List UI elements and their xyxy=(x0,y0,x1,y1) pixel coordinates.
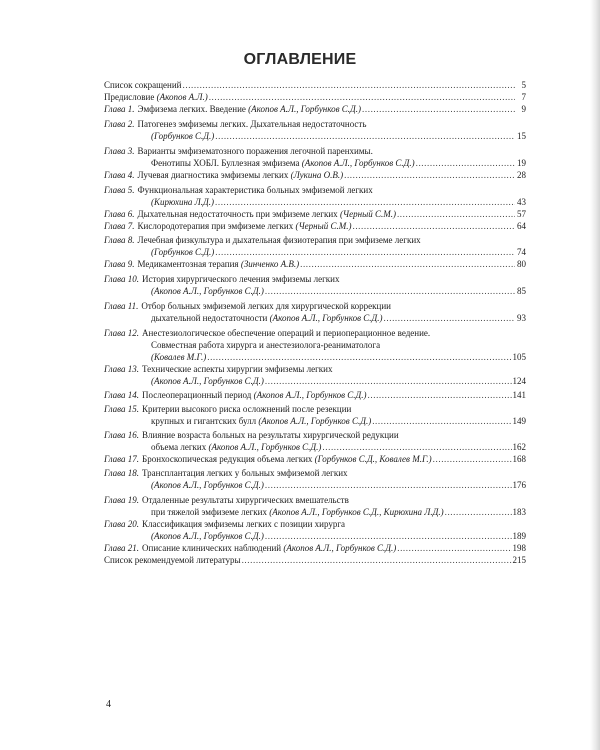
entry-title: Классификация эмфиземы легких с позиции хирурга xyxy=(142,519,346,529)
toc-line xyxy=(104,184,526,196)
page-ref: 9 xyxy=(521,104,526,114)
chapter-label: Глава 17. xyxy=(104,454,140,464)
entry-authors: (Кирюхина Л.Д.) xyxy=(151,197,214,207)
entry-title: Анестезиологическое обеспечение операций и периоперационное ведение. xyxy=(142,328,431,338)
toc-entry[interactable] xyxy=(104,389,526,401)
toc-entry[interactable] xyxy=(104,363,526,387)
entry-authors: (Акопов А.Л., Горбунков С.Д.) xyxy=(151,480,264,490)
page-ref: 105 xyxy=(512,352,526,362)
dot-leader xyxy=(368,389,512,401)
page-ref: 15 xyxy=(517,131,526,141)
chapter-label: Глава 2. xyxy=(104,119,135,129)
page-ref: 5 xyxy=(521,80,526,90)
entry-title: Кислородотерапия при эмфиземе легких xyxy=(137,221,294,231)
toc-line xyxy=(104,375,526,387)
toc-entry[interactable] xyxy=(104,300,526,324)
entry-title: Фенотипы ХОБЛ. Буллезная эмфизема xyxy=(151,158,300,168)
dot-leader xyxy=(372,415,511,427)
entry-authors: (Горбунков С.Д.) xyxy=(151,247,215,257)
dot-leader xyxy=(300,258,515,270)
entry-title: Лучевая диагностика эмфиземы легких xyxy=(137,170,289,180)
toc-line xyxy=(104,130,526,142)
page-title: ОГЛАВЛЕНИЕ xyxy=(243,51,357,68)
toc-line xyxy=(104,453,526,465)
entry-authors: (Акопов А.Л., Горбунков С.Д.) xyxy=(151,531,264,541)
dot-leader xyxy=(215,130,515,142)
entry-authors: (Акопов А.Л., Горбунков С.Д.) xyxy=(258,416,372,426)
entry-title: Патогенез эмфиземы легких. Дыхательная недостаточность xyxy=(137,119,367,129)
entry-title: дыхательной недостаточности xyxy=(151,313,268,323)
toc-entry[interactable] xyxy=(104,118,526,142)
entry-authors: (Черный С.М.) xyxy=(295,221,352,231)
toc-line xyxy=(104,389,526,401)
dot-leader xyxy=(384,312,515,324)
page-ref: 7 xyxy=(521,92,526,102)
toc-entry[interactable] xyxy=(104,258,526,270)
chapter-label: Глава 9. xyxy=(104,259,135,269)
toc-entry[interactable] xyxy=(104,518,526,542)
entry-title: крупных и гигантских булл xyxy=(151,416,257,426)
dot-leader xyxy=(397,208,515,220)
entry-authors: (Акопов А.Л., Горбунков С.Д.) xyxy=(283,543,397,553)
page-ref: 85 xyxy=(517,286,526,296)
dot-leader xyxy=(242,554,512,566)
entry-title: Предисловие xyxy=(104,92,155,102)
toc-entry[interactable] xyxy=(104,208,526,220)
page-ref: 183 xyxy=(512,507,526,517)
entry-title: Влияние возраста больных на результаты хирургической редукции xyxy=(142,430,399,440)
entry-title: Совместная работа хирурга и анестезиолога-реаниматолога xyxy=(151,340,381,350)
toc-line xyxy=(104,542,526,554)
toc-entry[interactable] xyxy=(104,542,526,554)
entry-title: Эмфизема легких. Введение xyxy=(137,104,246,114)
entry-authors: (Черный С.М.) xyxy=(339,209,396,219)
entry-title: Бронхоскопическая редукция объема легких xyxy=(142,454,313,464)
chapter-label: Глава 10. xyxy=(104,274,140,284)
toc-line xyxy=(104,208,526,220)
entry-title: Описание клинических наблюдений xyxy=(142,543,282,553)
toc-line xyxy=(104,258,526,270)
entry-title: Функциональная характеристика больных эмфиземой легких xyxy=(137,185,373,195)
toc-line xyxy=(104,157,526,169)
toc-entry[interactable] xyxy=(104,453,526,465)
toc-entry[interactable] xyxy=(104,91,526,103)
entry-title: Отбор больных эмфиземой легких для хирургической коррекции xyxy=(141,301,391,311)
toc-line xyxy=(104,530,526,542)
entry-authors: (Акопов А.Л., Горбунков С.Д.) xyxy=(151,286,264,296)
entry-title: История хирургического лечения эмфиземы легких xyxy=(142,274,340,284)
toc-entry[interactable] xyxy=(104,403,526,427)
toc-line xyxy=(104,494,526,506)
entry-title: Послеоперационный период xyxy=(142,390,252,400)
chapter-label: Глава 4. xyxy=(104,170,135,180)
chapter-label: Глава 1. xyxy=(104,104,135,114)
entry-title: Трансплантация легких у больных эмфиземой легких xyxy=(142,468,348,478)
toc-line xyxy=(104,145,526,157)
dot-leader xyxy=(209,91,515,103)
toc-line xyxy=(104,196,526,208)
dot-leader xyxy=(322,441,511,453)
toc-line xyxy=(104,554,526,566)
chapter-label: Глава 6. xyxy=(104,209,135,219)
toc-line xyxy=(104,339,526,351)
entry-title: Отдаленные результаты хирургических вмешательств xyxy=(142,495,349,505)
dot-leader xyxy=(183,79,516,91)
dot-leader xyxy=(207,351,511,363)
entry-authors: (Горбунков С.Д., Ковалев М.Г.) xyxy=(314,454,432,464)
page-ref: 74 xyxy=(517,247,526,257)
entry-title: Дыхательная недостаточность при эмфиземе легких xyxy=(137,209,338,219)
entry-authors: (Акопов А.Л., Горбунков С.Д.) xyxy=(253,390,367,400)
dot-leader xyxy=(265,479,512,491)
entry-authors: (Акопов А.Л., Горбунков С.Д.) xyxy=(208,442,322,452)
toc-line xyxy=(104,312,526,324)
page-ref: 168 xyxy=(512,454,526,464)
toc-line xyxy=(104,79,526,91)
chapter-label: Глава 18. xyxy=(104,468,140,478)
page-ref: 141 xyxy=(512,390,526,400)
entry-title: Лечебная физкультура и дыхательная физиотерапия при эмфиземе легких xyxy=(137,235,421,245)
toc-line xyxy=(104,429,526,441)
dot-leader xyxy=(265,530,512,542)
dot-leader xyxy=(215,196,515,208)
chapter-label: Глава 7. xyxy=(104,221,135,231)
page-ref: 124 xyxy=(512,376,526,386)
toc-entry[interactable] xyxy=(104,429,526,453)
toc-line xyxy=(104,103,526,115)
entry-title: Технические аспекты хирургии эмфиземы легких xyxy=(142,364,333,374)
entry-title: при тяжелой эмфиземе легких xyxy=(151,507,267,517)
toc-entry[interactable] xyxy=(104,467,526,491)
toc-line xyxy=(104,327,526,339)
entry-authors: (Акопов А.Л., Горбунков С.Д.) xyxy=(301,158,415,168)
dot-leader xyxy=(352,220,515,232)
entry-title: Варианты эмфизематозного поражения легочной паренхимы. xyxy=(137,146,373,156)
page-ref: 80 xyxy=(517,259,526,269)
page-ref: 64 xyxy=(517,221,526,231)
table-of-contents xyxy=(104,79,526,566)
toc-line xyxy=(104,169,526,181)
entry-title: Список сокращений xyxy=(104,80,182,90)
entry-authors: (Акопов А.Л., Горбунков С.Д.) xyxy=(151,376,264,386)
page-ref: 57 xyxy=(517,209,526,219)
toc-entry[interactable] xyxy=(104,79,526,91)
toc-line xyxy=(104,234,526,246)
toc-entry[interactable] xyxy=(104,145,526,169)
entry-authors: (Горбунков С.Д.) xyxy=(151,131,215,141)
page-ref: 43 xyxy=(517,197,526,207)
toc-line xyxy=(104,300,526,312)
entry-authors: (Ковалев М.Г.) xyxy=(151,352,207,362)
page-ref: 19 xyxy=(517,158,526,168)
toc-entry[interactable] xyxy=(104,327,526,363)
toc-line xyxy=(104,441,526,453)
entry-authors: (Зинченко А.В.) xyxy=(240,259,300,269)
toc-line xyxy=(104,479,526,491)
page-ref: 28 xyxy=(517,170,526,180)
chapter-label: Глава 5. xyxy=(104,185,135,195)
page-edge-shadow xyxy=(590,0,600,750)
entry-title: Критерии высокого риска осложнений после резекции xyxy=(142,404,352,414)
page-ref: 162 xyxy=(512,442,526,452)
page-ref: 215 xyxy=(512,555,526,565)
toc-entry[interactable] xyxy=(104,220,526,232)
toc-entry[interactable] xyxy=(104,169,526,181)
entry-authors: (Акопов А.Л., Горбунков С.Д., Кирюхина Л.Д.) xyxy=(269,507,444,517)
entry-authors: (Лукина О.В.) xyxy=(290,170,344,180)
dot-leader xyxy=(397,542,511,554)
entry-authors: (Акопов А.Л., Горбунков С.Д.) xyxy=(269,313,383,323)
toc-entry[interactable] xyxy=(104,273,526,297)
toc-entry[interactable] xyxy=(104,234,526,258)
page-ref: 176 xyxy=(512,480,526,490)
page-ref: 189 xyxy=(512,531,526,541)
dot-leader xyxy=(416,157,515,169)
chapter-label: Глава 14. xyxy=(104,390,140,400)
chapter-label: Глава 3. xyxy=(104,146,135,156)
toc-line xyxy=(104,403,526,415)
chapter-label: Глава 20. xyxy=(104,519,140,529)
toc-line xyxy=(104,467,526,479)
toc-line xyxy=(104,506,526,518)
toc-entry[interactable] xyxy=(104,554,526,566)
dot-leader xyxy=(445,506,512,518)
toc-line xyxy=(104,273,526,285)
toc-line xyxy=(104,285,526,297)
page-ref: 149 xyxy=(512,416,526,426)
chapter-label: Глава 13. xyxy=(104,364,140,374)
entry-title: Список рекомендуемой литературы xyxy=(104,555,241,565)
chapter-label: Глава 11. xyxy=(104,301,139,311)
dot-leader xyxy=(433,453,512,465)
toc-line xyxy=(104,246,526,258)
toc-line xyxy=(104,91,526,103)
chapter-label: Глава 12. xyxy=(104,328,140,338)
chapter-label: Глава 19. xyxy=(104,495,140,505)
entry-authors: (Акопов А.Л.) xyxy=(156,92,208,102)
toc-line xyxy=(104,415,526,427)
toc-line xyxy=(104,363,526,375)
toc-entry[interactable] xyxy=(104,184,526,208)
chapter-label: Глава 21. xyxy=(104,543,140,553)
page-number: 4 xyxy=(106,699,111,710)
dot-leader xyxy=(265,375,512,387)
dot-leader xyxy=(265,285,515,297)
entry-authors: (Акопов А.Л., Горбунков С.Д.) xyxy=(248,104,362,114)
dot-leader xyxy=(344,169,515,181)
chapter-label: Глава 8. xyxy=(104,235,135,245)
chapter-label: Глава 15. xyxy=(104,404,140,414)
toc-entry[interactable] xyxy=(104,103,526,115)
toc-line xyxy=(104,220,526,232)
page-ref: 198 xyxy=(512,543,526,553)
entry-title: Медикаментозная терапия xyxy=(137,259,239,269)
page-ref: 93 xyxy=(517,313,526,323)
toc-line xyxy=(104,518,526,530)
dot-leader xyxy=(362,103,515,115)
entry-title: объема легких xyxy=(151,442,207,452)
dot-leader xyxy=(215,246,515,258)
chapter-label: Глава 16. xyxy=(104,430,140,440)
toc-line xyxy=(104,118,526,130)
toc-line xyxy=(104,351,526,363)
toc-entry[interactable] xyxy=(104,494,526,518)
